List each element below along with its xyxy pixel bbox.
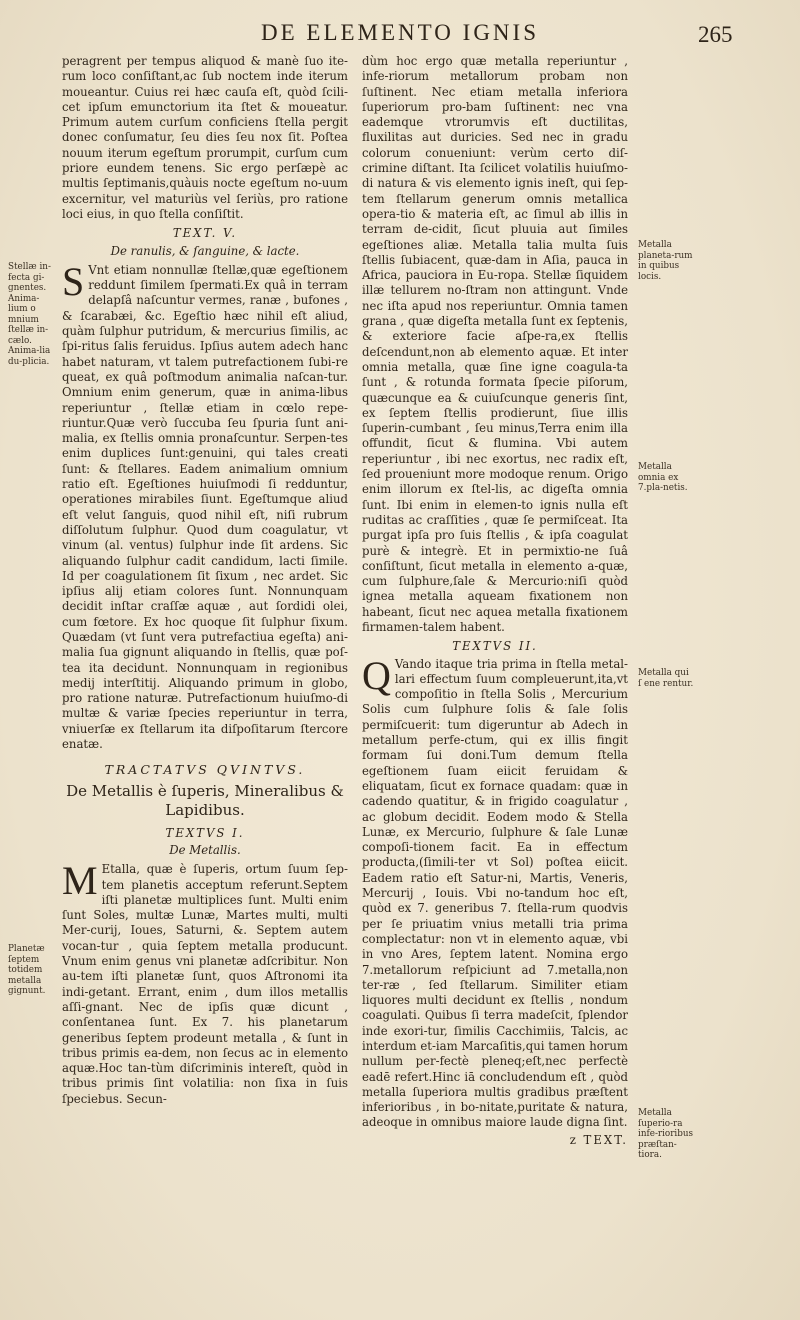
margin-note-left-2: Planetæ ſeptem totidem metalla gignunt.: [8, 944, 46, 996]
page-number: 265: [698, 22, 733, 47]
text-ii-label: TEXTVS II.: [452, 639, 538, 654]
margin-note-left-1: Stellæ in-fecta gi-gnentes. Anima-lium o mnium ſtellæ in-cælo. Anima-lia du-plicia.: [8, 262, 51, 367]
treatise-title: De Metallis è ſuperis, Mineralibus & Lapidibus.: [66, 781, 344, 819]
text-v-body: Vnt etiam nonnullæ ſtellæ,quæ egeſtionem reddunt ſimilem ſpermati.Ex quâ in terram delapſâ naſcuntur vermes, ranæ , bufones , & ſcarabæi, &c. Egeſtio hæc nihil eſt aliud, quàm ſulphur putridum, & mercurius ſimilis, ac ſpi-ritus ſalis feruidus. Ipſius autem adech hanc habet naturam, vt talem putrefactionem ſubi-re queat, ex quâ poſtmodum animalia naſcan-tur. Omnium enim generum, quæ in anima-libus reperiuntur , ſtellæ etiam in cœlo repe-riuntur.Quæ verò ſuccuba ſeu ſpuria ſunt ani-malia, ex ſtellis omnia pronaſcuntur. Serpen-tes enim duplices ſunt:genuini, qui tales creati ſunt: & ſtellares. Eadem animalium omnium ratio eſt. Egeſtiones huiuſmodi ſi redduntur, operationes mirabiles ſiunt. Egeſtumque aliud eſt velut ſanguis, quod nihil eſt, niſi rubrum diſſolutum ſulphur. Quod dum coagulatur, vt vinum (al. ventus) ſulphur inde ſit ardens. Sic aliquando ſulphur cadit candidum, lacti ſimile. Id per coagulationem ſit ſixum , nec ardet. Sic ipſius alij etiam colores ſunt. Nonnunquam decidit inſtar craſſæ aquæ , aut ſordidi olei, cum fœtore. Ex hoc quoque ſit ſulphur ſixum. Quædam (vt ſunt vera putrefactiua egeſta) ani-malia ſua gignunt aliquando in ſtellis, quæ poſ-tea ita decidunt. Nonnunquam in regionibus medij interſtitij. Aliquando primum in globo, pro ratione naturæ. Putrefactionum huiuſmo-di multæ & variæ ſpecies reperiuntur in terra, vniuerſæ ex ſtellarum ita diſpoſitarum ſtercore enatæ.: [62, 262, 348, 752]
margin-note-right-4: Metalla ſuperio-ra infe-rioribus præſtan-tiora.: [638, 1108, 694, 1160]
margin-note-right-2: Metalla omnia ex 7.pla-netis.: [638, 462, 688, 493]
text-ii-body: Vando itaque tria prima in ſtella metal-lari effectum ſuum compleuerunt,ita,vt compoſitio in ſtella Solis , Mercurium Solis cum ſulphure ſolis & ſale ſolis permiſcuerit: tum digeruntur ab Adech in metallum perfe-ctum, qui ex illis fingit formam ſui doni.Tum demum ſtella egeſtionem ſuam eiicit feruidam & eliquatam, ſicut ex fornace quadam: quæ in cadendo quatitur, & in frigido coagulatur , ac globum decidit. Eodem modo & Stella Lunæ, ex Mercurio, ſulphure & ſale Lunæ compoſi-tionem facit. Ea in effectum producta,(ſimili-ter vt Sol) poſtea eiicit. Eadem ratio eſt Satur-ni, Martis, Veneris, Mercurij , Iouis. Vbi no-tandum hoc eſt, quòd ex 7. generibus 7. ſtella-rum quodvis per ſe priuatim vnius metalli tria prima complectatur: non vt in elemento aquæ, vbi in vno Ares, ſeptem latent. Nomina ergo 7.metallorum reſpiciunt ad 7.metalla,non ter-ræ , ſed ſtellarum. Similiter etiam liquores multi decidunt ex ſtellis , nondum coagulati. Quibus ſi terra madeſcit, ſplendor inde exori-tur, ſimilis Cacchimiis, Talcis, ac interdum et-iam Marcaſitis,qui tamen horum nullum per-fectè pleneq;eſt,nec perfectè eadē refert.Hinc iā concludendum eſt , quòd metalla ſuperiora multis gradibus præſtent inferioribus , in bo-nitate,puritate & natura, adeoque in omnibus maiore laude digna ſint.: [362, 656, 628, 1130]
text-v-paragraph: [62, 258, 348, 753]
margin-note-right-3: Metalla qui ſ ene rentur.: [638, 668, 694, 689]
left-column: [62, 54, 348, 1107]
text-v-label: TEXT. V.: [172, 226, 238, 241]
right-column: [362, 54, 628, 1148]
text-i-paragraph: [62, 858, 348, 1107]
right-continuation: dùm hoc ergo quæ metalla reperiuntur , infe-riorum metallorum probam non ſuſtinent. Nec etiam metalla inferiora ſuperiorum pro-bam ſuſtinent: nec vna eademque vtrorumvis eſt ductilitas, fluxilitas aut duricies. Sed nec in gradu colorum conueniunt: verùm certo diſ-crimine diſtant. Ita ſcilicet volatilis huiuſmo-di natura & vis elemento ignis ineſt, qui ſep-tem ſtellarum generum omnis metallica opera-tio & materia eſt, ac ſimul ab illis in terram de-cidit, ſicut pluuia aut ſimiles egeſtiones aliæ. Metalla talia multa ſuis ſtellis ſubiacent, quæ-dam in Aſia, pauca in Africa, pauciora in Eu-ropa. Stellæ ſiquidem illæ tellurem no-ſtram non attingunt. Vnde nec iſta apud nos reperiuntur. Omnia tamen grana , quæ digeſta metalla ſunt ex ſeptenis, & exteriore facie aſpe-ra,ex ſtellis deſcendunt,non ab elemento aquæ. Et inter omnia metalla, quæ ſine igne coagula-ta ſunt , & rotunda formata ſpecie piſorum, quæcunque ea & cuiuſcunque generis ſint, ex ſeptem ſtellis prodierunt, ſiue illis ſuperin-cumbant , ſeu minus,Terra enim illa offundit, ſicut & flumina. Vbi autem reperiuntur , ibi nec exortus, nec radix eſt, ſed proueniunt more modoque renum. Origo enim illorum ex ſtel-lis, ac digeſta omnia ſunt. Ibi enim in elemen-to ignis nulla eſt ruditas ac craſſities , quæ ſe permiſceat. Ita purgat ipſa pro ſuis ſtellis , & ipſa coagulat purè & integrè. Et in permixtio-ne ſuâ conſiſtunt, ſicut metalla in elemento a-quæ, cum ſulphure,ſale & Mercurio:niſi quòd ignea metalla aqueam fixationem non habeant, ſicut nec aquea metalla fixationem firmamen-talem habent.: [362, 54, 628, 634]
dropcap-q: Q: [362, 652, 391, 698]
text-v-subtitle: De ranulis, & ſanguine, & lacte.: [110, 243, 300, 258]
text-ii-paragraph: [362, 652, 628, 1131]
catchword: z TEXT.: [569, 1132, 628, 1147]
tractatus-label: TRACTATVS QVINTVS.: [104, 762, 306, 778]
text-i-label: TEXTVS I.: [165, 825, 245, 840]
margin-note-right-1: Metalla planeta-rum in quibus locis.: [638, 240, 693, 282]
running-title: DE ELEMENTO IGNIS: [261, 20, 539, 45]
text-i-body: Etalla, quæ è ſuperis, ortum ſuum ſep-tem planetis acceptum referunt.Septem iſti planetæ multiplices ſunt. Multi enim ſunt Soles, multæ Lunæ, Martes multi, multi Mer-curij, Ioues, Saturni, &. Septem autem vocan-tur , quia ſeptem metalla producunt. Vnum enim genus vni planetæ adſcribitur. Non au-tem iſti planetæ ſunt, quos Aſtronomi ita indi-getant. Errant, enim , dum illos metallis aſſi-gnant. Nec de ipſis quæ dicunt , conſentanea ſunt. Ex 7. his planetarum generibus ſeptem prodeunt metalla , & ſunt in tribus primis ea-dem, non ſecus ac in elemento aquæ.Hoc tan-tùm diſcriminis intereſt, quòd in tribus primis ſint volatilia: non ſixa in ſuis ſpeciebus. Secun-: [62, 862, 348, 1106]
opening-paragraph: peragrent per tempus aliquod & manè ſuo ite-rum loco conſiſtant,ac ſub noctem inde iterum moueantur. Cuius rei hæc cauſa eſt, quòd ſcili-cet ipſum emunctorium ita ſtet & moueatur. Primum autem curſum conficiens ſtella pergit donec conſumatur, ſeu dies ſeu nox ſit. Poſtea nouum iterum egeſtum prorumpit, curſum cum priore eundem tenens. Sic ergo perſæpè ac multis ſeptimanis,quàuis nocte egeſtum no-uum excernitur, vel maturiùs vel ſeriùs, pro ratione loci eius, in quo ſtella conſiſtit.: [62, 54, 348, 221]
dropcap-s: S: [62, 258, 85, 304]
dropcap-m: M: [62, 858, 98, 904]
text-i-subtitle: De Metallis.: [169, 842, 241, 857]
